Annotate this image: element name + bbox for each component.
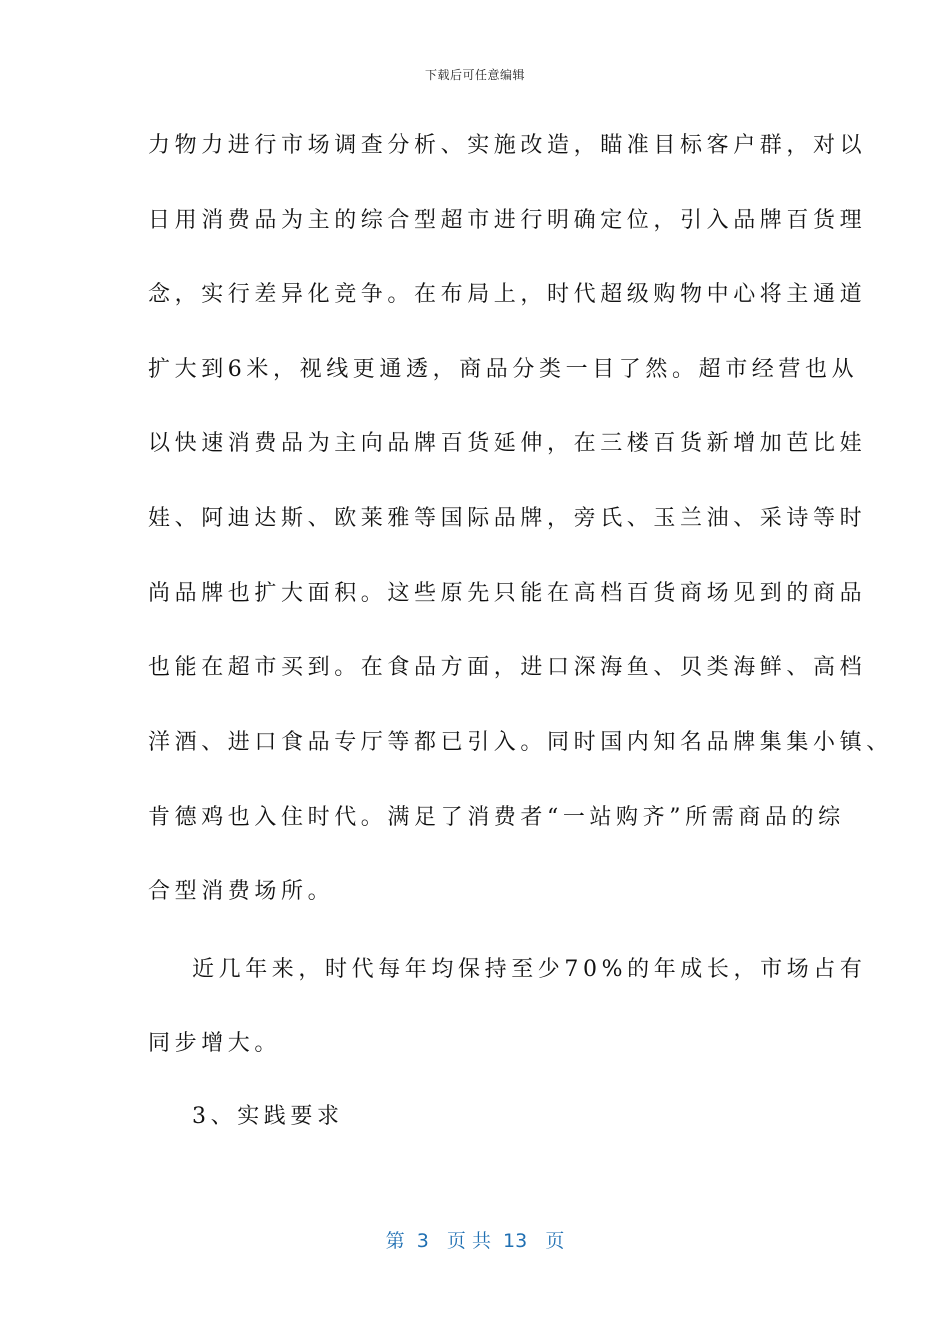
page-header: 下载后可任意编辑 xyxy=(424,68,525,82)
section-heading: 3、实践要求 xyxy=(192,1104,344,1129)
body-line-13: 同步增大。 xyxy=(148,1031,282,1056)
body-line-2: 日用消费品为主的综合型超市进行明确定位，引入品牌百货理 xyxy=(148,208,867,233)
body-line-12: 近几年来，时代每年均保持至少70%的年成长，市场占有 xyxy=(192,957,867,982)
body-line-9: 洋酒、进口食品专厅等都已引入。同时国内知名品牌集集小镇、 xyxy=(148,730,893,755)
body-line-10: 肯德鸡也入住时代。满足了消费者“一站购齐”所需商品的综 xyxy=(148,805,845,830)
body-line-6: 娃、阿迪达斯、欧莱雅等国际品牌，旁氏、玉兰油、采诗等时 xyxy=(148,506,867,531)
body-line-8: 也能在超市买到。在食品方面，进口深海鱼、贝类海鲜、高档 xyxy=(148,655,867,680)
body-line-5: 以快速消费品为主向品牌百货延伸，在三楼百货新增加芭比娃 xyxy=(148,431,867,456)
body-line-7: 尚品牌也扩大面积。这些原先只能在高档百货商场见到的商品 xyxy=(148,581,867,606)
page-number-footer: 第 3 页 共 13 页 xyxy=(385,1230,565,1252)
body-line-4: 扩大到6米，视线更通透，商品分类一目了然。超市经营也从 xyxy=(148,357,859,382)
body-line-3: 念，实行差异化竞争。在布局上，时代超级购物中心将主通道 xyxy=(148,282,867,307)
body-line-11: 合型消费场所。 xyxy=(148,879,335,904)
body-line-1: 力物力进行市场调查分析、实施改造，瞄准目标客户群，对以 xyxy=(148,133,867,158)
